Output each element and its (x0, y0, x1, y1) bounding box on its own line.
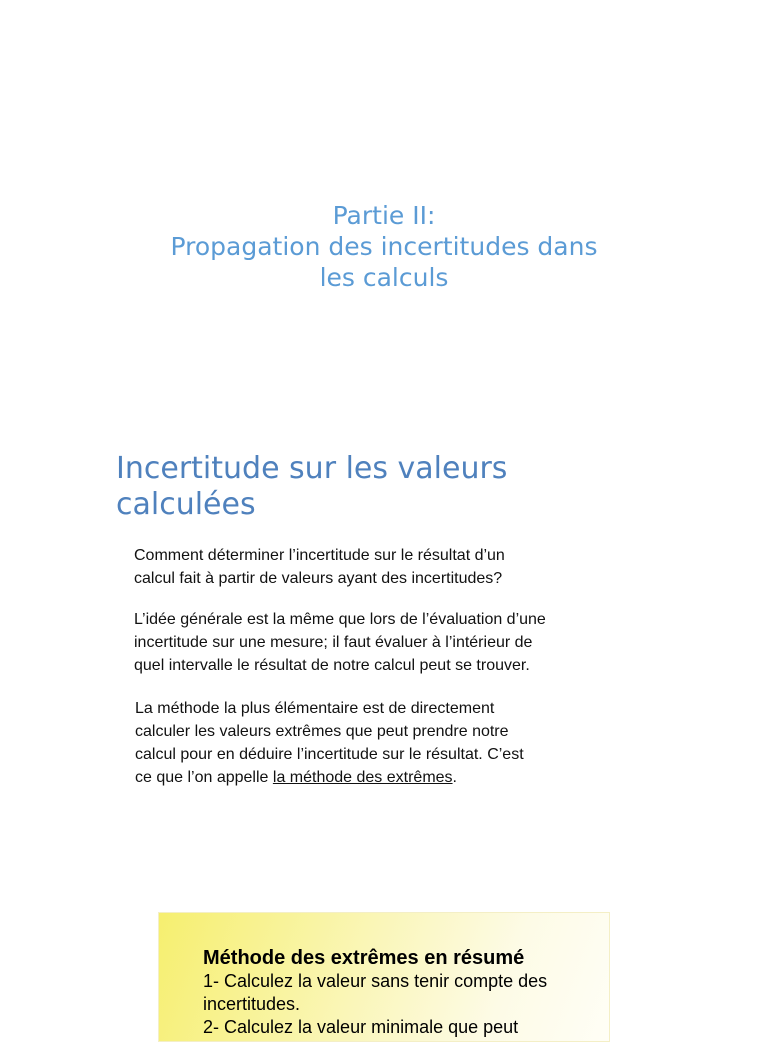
summary-step-line: 2- Calculez la valeur minimale que peut (203, 1017, 519, 1037)
section-heading-line-1: Incertitude sur les valeurs (116, 451, 508, 486)
part-title-line-3: les calculs (319, 263, 449, 292)
paragraph-question (134, 544, 505, 590)
summary-step-line: 1- Calculez la valeur sans tenir compte des (203, 971, 548, 991)
part-title-line-1: Partie II: (332, 201, 436, 230)
section-heading-line-2: calculées (116, 487, 256, 522)
section-heading (116, 451, 676, 523)
summary-title: Méthode des extrêmes en résumé (203, 947, 525, 969)
paragraph-line-last (135, 766, 524, 789)
method-extremes-term: la méthode des extrêmes (272, 769, 453, 786)
paragraph-line: La méthode la plus élémentaire est de directement (135, 700, 495, 717)
paragraph-line: quel intervalle le résultat de notre calcul peut se trouver. (134, 657, 530, 674)
paragraph-period: . (452, 769, 457, 786)
paragraph-text: ce que l’on appelle (135, 769, 273, 786)
paragraph-line: calculer les valeurs extrêmes que peut prendre notre (135, 723, 509, 740)
summary-content (203, 946, 603, 1039)
paragraph-general-idea (134, 608, 546, 677)
paragraph-line: L’idée générale est la même que lors de l’évaluation d’une (134, 611, 546, 628)
paragraph-method (135, 697, 524, 789)
paragraph-line: calcul fait à partir de valeurs ayant des incertitudes? (134, 570, 503, 587)
paragraph-line: calcul pour en déduire l’incertitude sur le résultat. C’est (135, 746, 524, 763)
part-title-line-2: Propagation des incertitudes dans (170, 232, 598, 261)
paragraph-line: Comment déterminer l’incertitude sur le résultat d’un (134, 547, 505, 564)
paragraph-line: incertitude sur une mesure; il faut évaluer à l’intérieur de (134, 634, 533, 651)
part-title (100, 200, 668, 293)
summary-box (158, 912, 610, 1042)
summary-step-line: incertitudes. (203, 994, 301, 1014)
